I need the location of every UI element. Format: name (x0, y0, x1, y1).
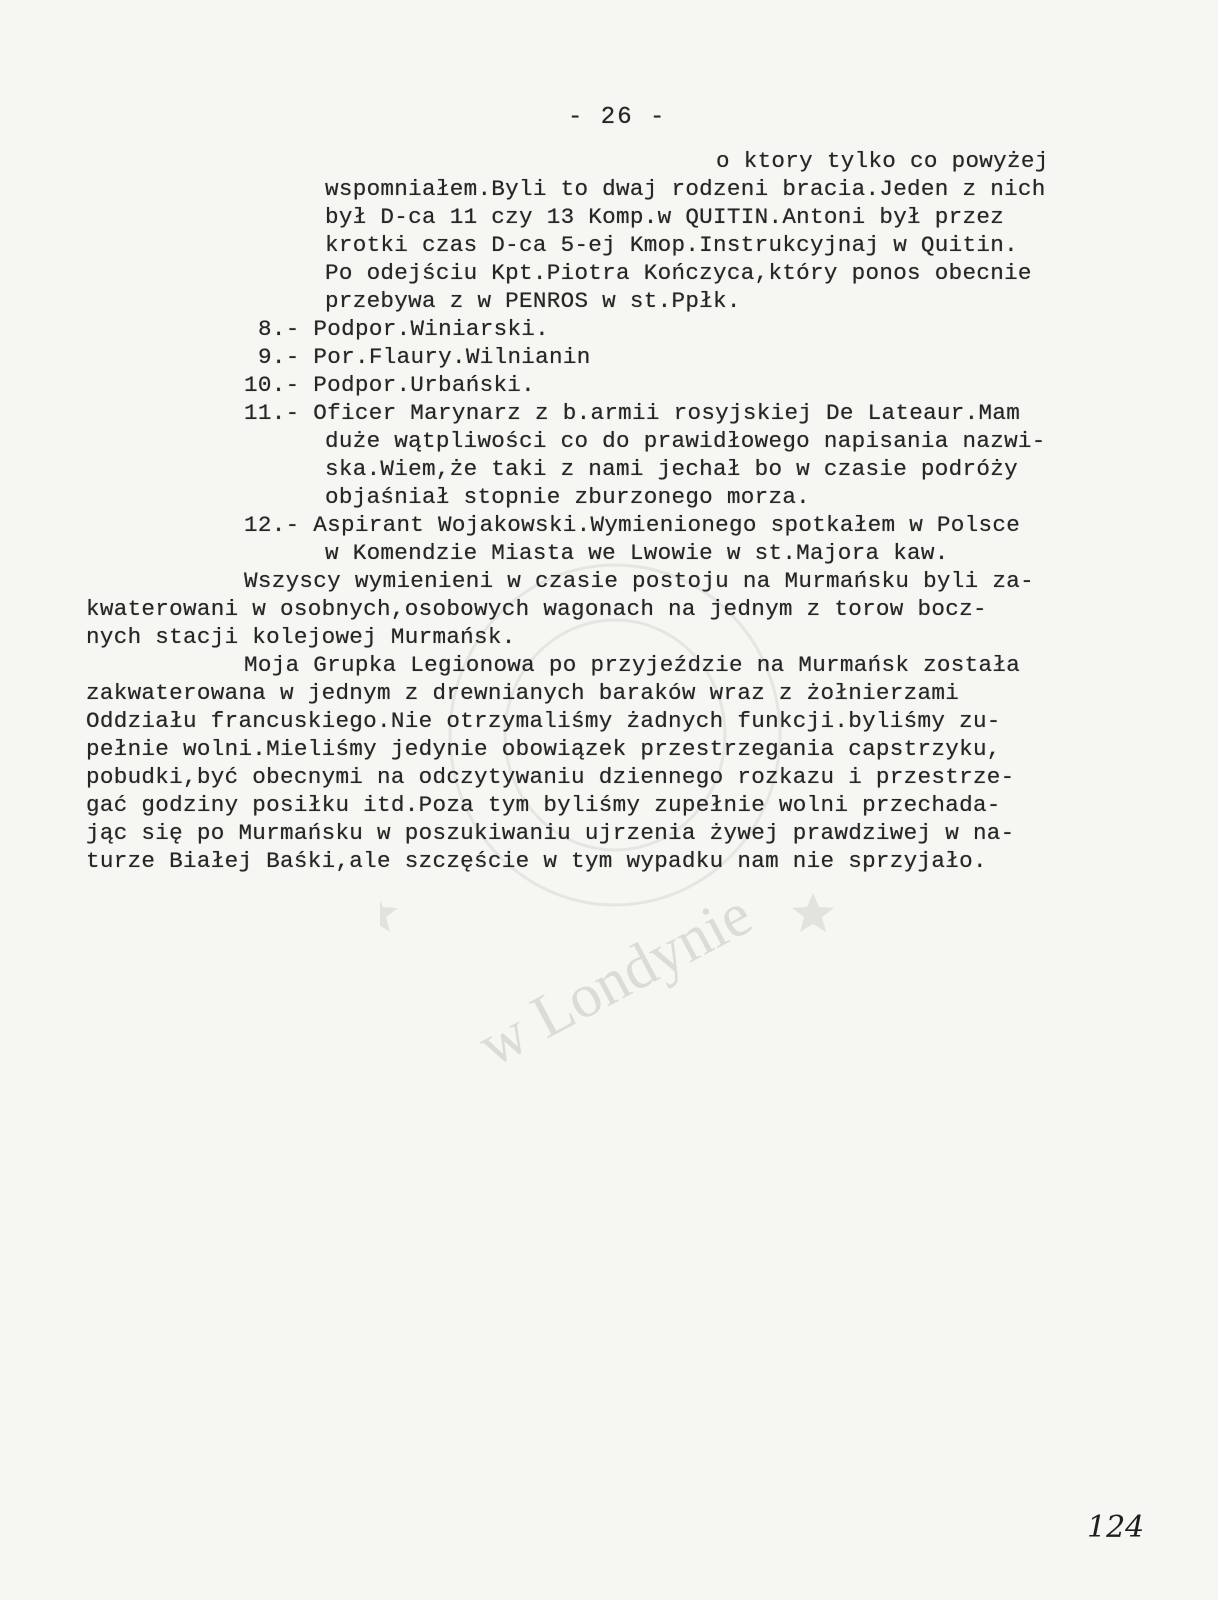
paragraph-line: gać godziny posiłku itd.Poza tym byliśmy zupełnie wolni przechada- (86, 792, 1001, 818)
list-item: 8.- Podpor.Winiarski. (258, 316, 550, 342)
paragraph-line: pełnie wolni.Mieliśmy jedynie obowiązek przestrzegania capstrzyku, (86, 736, 1001, 762)
list-item: 10.- Podpor.Urbański. (244, 372, 536, 398)
watermark-star-right-icon (792, 893, 834, 932)
text-line: był D-ca 11 czy 13 Komp.w QUITIN.Antoni był przez (325, 204, 1005, 230)
text-line: duże wątpliwości co do prawidłowego napisania nazwi- (325, 428, 1046, 454)
watermark-star-left-icon (380, 893, 398, 932)
paragraph-line: Oddziału francuskiego.Nie otrzymaliśmy żadnych funkcji.byliśmy zu- (86, 708, 1001, 734)
paragraph-line: pobudki,być obecnymi na odczytywaniu dziennego rozkazu i przestrze- (86, 764, 1015, 790)
text-line: wspomniałem.Byli to dwaj rodzeni bracia.Jeden z nich (325, 176, 1046, 202)
watermark-text: w Londynie (467, 880, 763, 1080)
paragraph-line: Wszyscy wymienieni w czasie postoju na Murmańsku byli za- (244, 568, 1034, 594)
paragraph-line: kwaterowani w osobnych,osobowych wagonach na jednym z torow bocz- (86, 596, 987, 622)
text-line: ska.Wiem,że taki z nami jechał bo w czasie podróży (325, 456, 1018, 482)
text-line: objaśniał stopnie zburzonego morza. (325, 484, 811, 510)
paragraph-line: Moja Grupka Legionowa po przyjeździe na Murmańsk została (244, 652, 1021, 678)
handwritten-folio-number: 124 (1087, 1510, 1145, 1545)
paragraph-line: turze Białej Baśki,ale szczęście w tym wypadku nam nie sprzyjało. (86, 848, 987, 874)
page-number: - 26 - (568, 104, 667, 131)
list-item: 9.- Por.Flaury.Wilnianin (258, 344, 591, 370)
text-line: przebywa z w PENROS w st.Ppłk. (325, 288, 741, 314)
text-line: o ktory tylko co powyżej (716, 148, 1049, 174)
text-line: w Komendzie Miasta we Lwowie w st.Majora kaw. (325, 540, 949, 566)
paragraph-line: zakwaterowana w jednym z drewnianych baraków wraz z żołnierzami (86, 680, 960, 706)
text-line: Po odejściu Kpt.Piotra Kończyca,który ponos obecnie (325, 260, 1032, 286)
paragraph-line: nych stacji kolejowej Murmańsk. (86, 624, 516, 650)
text-line: krotki czas D-ca 5-ej Kmop.Instrukcyjnaj w Quitin. (325, 232, 1018, 258)
list-item: 11.- Oficer Marynarz z b.armii rosyjskiej De Lateaur.Mam (244, 400, 1021, 426)
paragraph-line: jąc się po Murmańsku w poszukiwaniu ujrzenia żywej prawdziwej w na- (86, 820, 1015, 846)
list-item: 12.- Aspirant Wojakowski.Wymienionego spotkałem w Polsce (244, 512, 1021, 538)
